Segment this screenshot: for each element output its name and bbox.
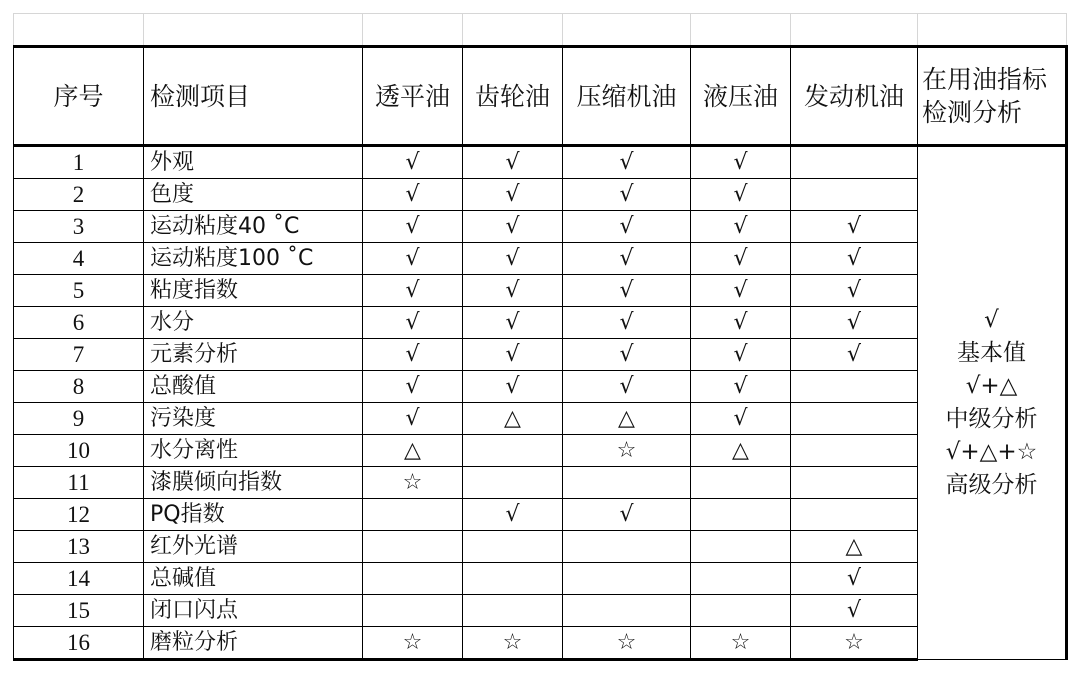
turbine-oil-mark-cell[interactable]: √ <box>363 179 463 211</box>
serial-number-cell[interactable]: 8 <box>14 371 144 403</box>
turbine-oil-mark-cell[interactable]: √ <box>363 243 463 275</box>
hydraulic-oil-mark-cell[interactable] <box>691 563 791 595</box>
header-engine-oil[interactable]: 发动机油 <box>791 47 918 146</box>
test-item-cell[interactable]: 漆膜倾向指数 <box>144 467 363 499</box>
serial-number-cell[interactable]: 14 <box>14 563 144 595</box>
turbine-oil-mark-cell[interactable]: ☆ <box>363 467 463 499</box>
hydraulic-oil-mark-cell[interactable]: △ <box>691 435 791 467</box>
summary-line: √+△+☆ <box>945 439 1038 465</box>
engine-oil-mark-cell[interactable]: ☆ <box>791 627 918 660</box>
table-row <box>14 146 1067 179</box>
gear-oil-mark-cell[interactable]: √ <box>463 339 563 371</box>
table-row <box>14 307 1067 339</box>
compressor-oil-mark-cell[interactable]: √ <box>563 499 691 531</box>
analysis-level-summary-cell[interactable] <box>918 146 1067 660</box>
test-item-cell[interactable]: 总酸值 <box>144 371 363 403</box>
test-item-cell[interactable]: 红外光谱 <box>144 531 363 563</box>
hydraulic-oil-mark-cell[interactable]: ☆ <box>691 627 791 660</box>
engine-oil-mark-cell[interactable]: √ <box>791 211 918 243</box>
test-item-cell[interactable]: 水分 <box>144 307 363 339</box>
hydraulic-oil-mark-cell[interactable] <box>691 499 791 531</box>
serial-number-cell[interactable]: 9 <box>14 403 144 435</box>
turbine-oil-mark-cell[interactable] <box>363 595 463 627</box>
engine-oil-mark-cell[interactable]: √ <box>791 339 918 371</box>
hydraulic-oil-mark-cell[interactable] <box>691 595 791 627</box>
test-item-cell[interactable]: PQ指数 <box>144 499 363 531</box>
turbine-oil-mark-cell[interactable] <box>363 563 463 595</box>
engine-oil-mark-cell[interactable]: √ <box>791 307 918 339</box>
table-row <box>14 243 1067 275</box>
compressor-oil-mark-cell[interactable]: √ <box>563 146 691 179</box>
engine-oil-mark-cell[interactable]: √ <box>791 243 918 275</box>
summary-line: √+△ <box>965 373 1018 399</box>
blank-cell[interactable] <box>14 14 144 47</box>
engine-oil-mark-cell[interactable] <box>791 179 918 211</box>
summary-line: √ <box>984 307 999 333</box>
gear-oil-mark-cell[interactable]: △ <box>463 403 563 435</box>
serial-number-cell[interactable]: 4 <box>14 243 144 275</box>
header-turbine-oil[interactable]: 透平油 <box>363 47 463 146</box>
engine-oil-mark-cell[interactable] <box>791 499 918 531</box>
test-item-cell[interactable]: 元素分析 <box>144 339 363 371</box>
compressor-oil-mark-cell[interactable]: √ <box>563 307 691 339</box>
engine-oil-mark-cell[interactable] <box>791 435 918 467</box>
turbine-oil-mark-cell[interactable]: √ <box>363 339 463 371</box>
serial-number-cell[interactable]: 15 <box>14 595 144 627</box>
turbine-oil-mark-cell[interactable]: √ <box>363 146 463 179</box>
engine-oil-mark-cell[interactable] <box>791 146 918 179</box>
table-row <box>14 339 1067 371</box>
engine-oil-mark-cell[interactable]: √ <box>791 595 918 627</box>
hydraulic-oil-mark-cell[interactable] <box>691 467 791 499</box>
blank-cell[interactable] <box>791 14 918 47</box>
serial-number-cell[interactable]: 3 <box>14 211 144 243</box>
table-row <box>14 563 1067 595</box>
blank-cell[interactable] <box>918 14 1067 47</box>
summary-line: 中级分析 <box>945 406 1038 432</box>
turbine-oil-mark-cell[interactable]: √ <box>363 275 463 307</box>
serial-number-cell[interactable]: 16 <box>14 627 144 660</box>
compressor-oil-mark-cell[interactable]: √ <box>563 179 691 211</box>
gear-oil-mark-cell[interactable] <box>463 435 563 467</box>
serial-number-cell[interactable]: 11 <box>14 467 144 499</box>
test-item-cell[interactable]: 粘度指数 <box>144 275 363 307</box>
serial-number-cell[interactable]: 6 <box>14 307 144 339</box>
summary-line: 基本值 <box>957 340 1026 366</box>
turbine-oil-mark-cell[interactable]: √ <box>363 211 463 243</box>
test-item-cell[interactable]: 闭口闪点 <box>144 595 363 627</box>
gear-oil-mark-cell[interactable]: √ <box>463 243 563 275</box>
oil-test-table <box>13 13 1068 661</box>
gear-oil-mark-cell[interactable]: √ <box>463 307 563 339</box>
table-row <box>14 435 1067 467</box>
turbine-oil-mark-cell[interactable] <box>363 531 463 563</box>
gear-oil-mark-cell[interactable]: ☆ <box>463 627 563 660</box>
turbine-oil-mark-cell[interactable]: √ <box>363 371 463 403</box>
table-row <box>14 403 1067 435</box>
hydraulic-oil-mark-cell[interactable]: √ <box>691 243 791 275</box>
engine-oil-mark-cell[interactable]: △ <box>791 531 918 563</box>
header-in-service-analysis[interactable]: 在用油指标检测分析 <box>918 47 1067 146</box>
turbine-oil-mark-cell[interactable]: √ <box>363 307 463 339</box>
blank-cell[interactable] <box>463 14 563 47</box>
hydraulic-oil-mark-cell[interactable]: √ <box>691 275 791 307</box>
compressor-oil-mark-cell[interactable]: √ <box>563 211 691 243</box>
turbine-oil-mark-cell[interactable]: ☆ <box>363 627 463 660</box>
test-item-cell[interactable]: 外观 <box>144 146 363 179</box>
serial-number-cell[interactable]: 13 <box>14 531 144 563</box>
gear-oil-mark-cell[interactable]: √ <box>463 275 563 307</box>
turbine-oil-mark-cell[interactable] <box>363 499 463 531</box>
serial-number-cell[interactable]: 5 <box>14 275 144 307</box>
header-compressor-oil[interactable]: 压缩机油 <box>563 47 691 146</box>
test-item-cell[interactable]: 水分离性 <box>144 435 363 467</box>
compressor-oil-mark-cell[interactable]: ☆ <box>563 627 691 660</box>
gear-oil-mark-cell[interactable] <box>463 563 563 595</box>
compressor-oil-mark-cell[interactable] <box>563 467 691 499</box>
compressor-oil-mark-cell[interactable]: √ <box>563 371 691 403</box>
test-item-cell[interactable]: 总碱值 <box>144 563 363 595</box>
hydraulic-oil-mark-cell[interactable] <box>691 531 791 563</box>
hydraulic-oil-mark-cell[interactable]: √ <box>691 179 791 211</box>
hydraulic-oil-mark-cell[interactable]: √ <box>691 403 791 435</box>
gear-oil-mark-cell[interactable]: √ <box>463 146 563 179</box>
hydraulic-oil-mark-cell[interactable]: √ <box>691 211 791 243</box>
header-hydraulic-oil[interactable]: 液压油 <box>691 47 791 146</box>
gear-oil-mark-cell[interactable]: √ <box>463 179 563 211</box>
engine-oil-mark-cell[interactable] <box>791 467 918 499</box>
table-row <box>14 467 1067 499</box>
hydraulic-oil-mark-cell[interactable]: √ <box>691 146 791 179</box>
test-item-cell[interactable]: 磨粒分析 <box>144 627 363 660</box>
header-row <box>14 47 1067 146</box>
engine-oil-mark-cell[interactable]: √ <box>791 563 918 595</box>
blank-cell[interactable] <box>563 14 691 47</box>
blank-cell[interactable] <box>144 14 363 47</box>
blank-cell[interactable] <box>691 14 791 47</box>
hydraulic-oil-mark-cell[interactable]: √ <box>691 339 791 371</box>
test-item-cell[interactable]: 运动粘度40 ˚C <box>144 211 363 243</box>
engine-oil-mark-cell[interactable] <box>791 403 918 435</box>
compressor-oil-mark-cell[interactable]: √ <box>563 243 691 275</box>
table-row <box>14 531 1067 563</box>
gear-oil-mark-cell[interactable] <box>463 595 563 627</box>
hydraulic-oil-mark-cell[interactable]: √ <box>691 307 791 339</box>
table-row <box>14 627 1067 660</box>
spreadsheet-blank-row <box>14 14 1067 47</box>
serial-number-cell[interactable]: 12 <box>14 499 144 531</box>
compressor-oil-mark-cell[interactable]: √ <box>563 339 691 371</box>
turbine-oil-mark-cell[interactable]: △ <box>363 435 463 467</box>
header-serial-number[interactable]: 序号 <box>14 47 144 146</box>
gear-oil-mark-cell[interactable]: √ <box>463 211 563 243</box>
table-row <box>14 211 1067 243</box>
compressor-oil-mark-cell[interactable]: △ <box>563 403 691 435</box>
compressor-oil-mark-cell[interactable] <box>563 595 691 627</box>
compressor-oil-mark-cell[interactable]: √ <box>563 275 691 307</box>
serial-number-cell[interactable]: 2 <box>14 179 144 211</box>
hydraulic-oil-mark-cell[interactable]: √ <box>691 371 791 403</box>
table-body <box>14 146 1067 660</box>
compressor-oil-mark-cell[interactable] <box>563 531 691 563</box>
blank-cell[interactable] <box>363 14 463 47</box>
table-row <box>14 179 1067 211</box>
table-row <box>14 275 1067 307</box>
test-item-cell[interactable]: 污染度 <box>144 403 363 435</box>
compressor-oil-mark-cell[interactable]: ☆ <box>563 435 691 467</box>
gear-oil-mark-cell[interactable] <box>463 467 563 499</box>
engine-oil-mark-cell[interactable] <box>791 371 918 403</box>
engine-oil-mark-cell[interactable]: √ <box>791 275 918 307</box>
serial-number-cell[interactable]: 1 <box>14 146 144 179</box>
serial-number-cell[interactable]: 10 <box>14 435 144 467</box>
header-gear-oil[interactable]: 齿轮油 <box>463 47 563 146</box>
turbine-oil-mark-cell[interactable]: √ <box>363 403 463 435</box>
test-item-cell[interactable]: 运动粘度100 ˚C <box>144 243 363 275</box>
header-test-item[interactable]: 检测项目 <box>144 47 363 146</box>
gear-oil-mark-cell[interactable]: √ <box>463 499 563 531</box>
gear-oil-mark-cell[interactable]: √ <box>463 371 563 403</box>
gear-oil-mark-cell[interactable] <box>463 531 563 563</box>
table-row <box>14 595 1067 627</box>
compressor-oil-mark-cell[interactable] <box>563 563 691 595</box>
summary-line: 高级分析 <box>945 472 1038 498</box>
serial-number-cell[interactable]: 7 <box>14 339 144 371</box>
table-row <box>14 371 1067 403</box>
table-row <box>14 499 1067 531</box>
test-item-cell[interactable]: 色度 <box>144 179 363 211</box>
